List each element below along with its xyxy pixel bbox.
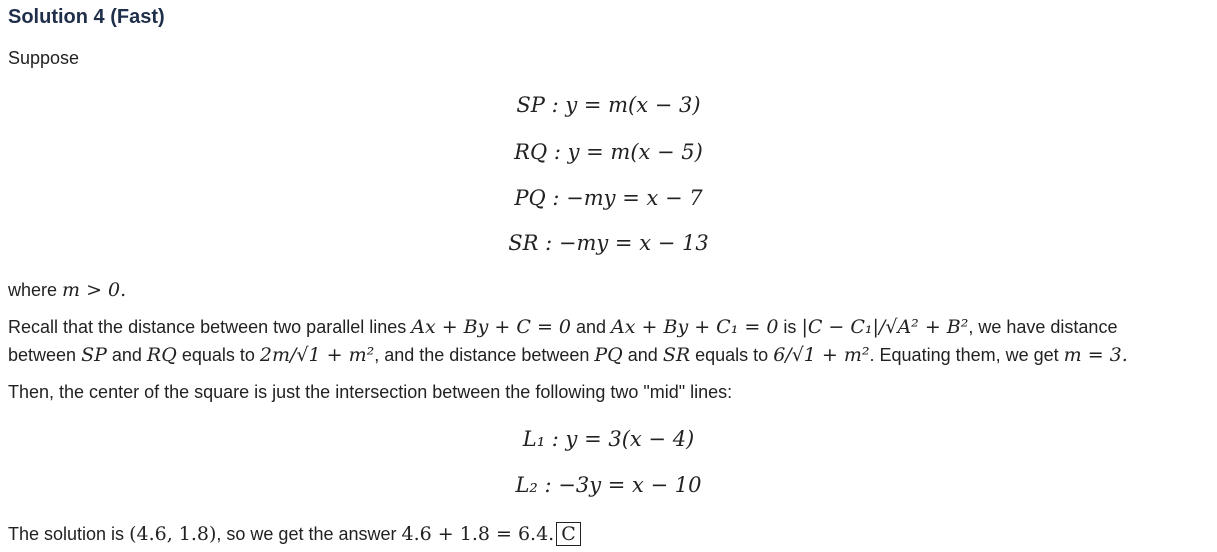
- conclusion-part1: The solution is: [8, 524, 130, 544]
- equation-pq: PQ : −my = x − 7: [514, 186, 703, 210]
- conclusion-part2: , so we get the answer: [216, 524, 402, 544]
- recall-and2: and: [106, 345, 147, 365]
- recall-sp: SP: [81, 344, 107, 366]
- recall-pq: PQ: [594, 344, 623, 366]
- recall-part3: between: [8, 345, 82, 365]
- recall-equals1: equals to: [176, 345, 260, 365]
- equation-sr: SR : −my = x − 13: [508, 231, 709, 255]
- recall-and3: and: [622, 345, 663, 365]
- where-text: where: [8, 280, 63, 300]
- where-condition: m > 0.: [62, 279, 127, 301]
- recall-and1: and: [571, 317, 612, 337]
- recall-is: is: [778, 317, 802, 337]
- solution-heading: Solution 4 (Fast): [8, 6, 165, 28]
- conclusion-point: (4.6, 1.8): [129, 523, 217, 545]
- recall-sr: SR: [662, 344, 691, 366]
- recall-formula: |C − C₁|/√A² + B²: [801, 316, 969, 338]
- recall-dist2: 6/√1 + m²: [773, 344, 870, 366]
- recall-dist1: 2m/√1 + m²: [259, 344, 375, 366]
- mid-line-l1: L₁ : y = 3(x − 4): [522, 427, 695, 451]
- mid-line-l2: L₂ : −3y = x − 10: [515, 473, 702, 497]
- equation-sp: SP : y = m(x − 3): [516, 93, 701, 117]
- recall-part5: . Equating them, we get: [869, 345, 1064, 365]
- equation-rq: RQ : y = m(x − 5): [514, 140, 703, 164]
- center-text: Then, the center of the square is just the intersection between the following two "mid" lines:: [8, 382, 733, 402]
- where-line: [8, 276, 126, 304]
- intro-text: Suppose: [8, 48, 80, 68]
- recall-line1-eq: Ax + By + C = 0: [411, 316, 571, 338]
- recall-part1: Recall that the distance between two parallel lines: [8, 317, 412, 337]
- recall-part4: , and the distance between: [374, 345, 595, 365]
- recall-line-2: [8, 341, 1128, 369]
- recall-line-1: [8, 313, 1117, 341]
- recall-line2-eq: Ax + By + C₁ = 0: [611, 316, 779, 338]
- recall-equals2: equals to: [690, 345, 774, 365]
- conclusion-sum: 4.6 + 1.8 = 6.4.: [401, 523, 555, 545]
- conclusion-line: [8, 520, 581, 548]
- answer-choice-box: C: [556, 522, 581, 546]
- recall-rq: RQ: [146, 344, 177, 366]
- recall-mval: m = 3.: [1063, 344, 1128, 366]
- recall-part2: , we have distance: [968, 317, 1118, 337]
